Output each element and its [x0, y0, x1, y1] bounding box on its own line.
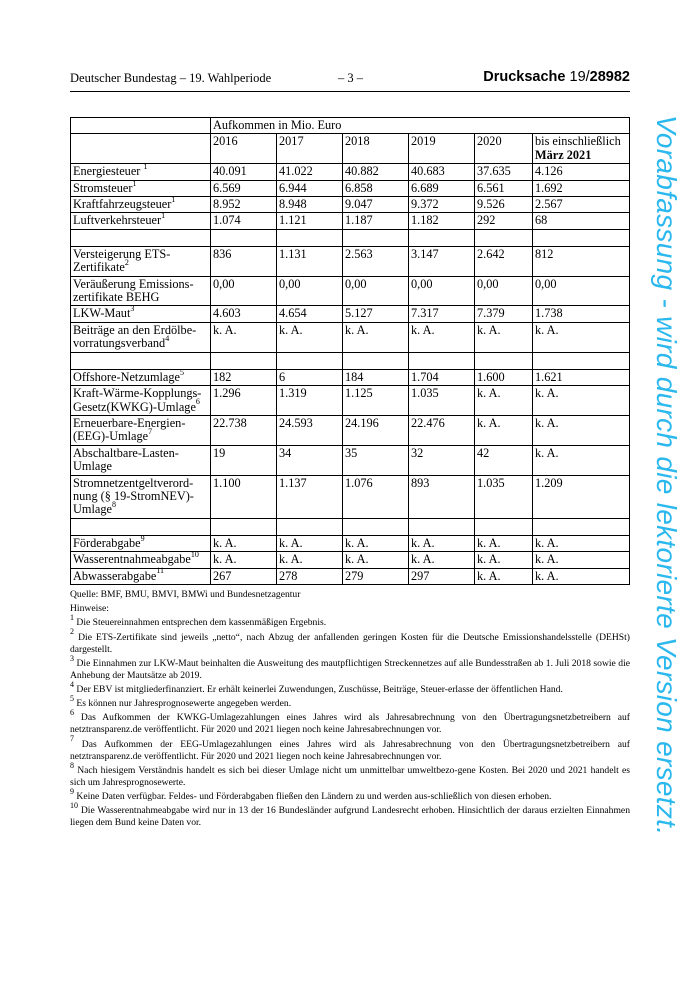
value-cell: 1.035	[409, 386, 475, 416]
table-row	[71, 276, 630, 306]
value-cell: 297	[409, 568, 475, 584]
table-row	[71, 445, 630, 475]
footnote	[70, 708, 630, 736]
value-cell: 292	[475, 213, 533, 229]
row-label	[71, 475, 211, 518]
value-cell: 182	[211, 369, 277, 385]
year-header: 2020	[475, 134, 533, 164]
row-label	[71, 306, 211, 322]
value-cell: 0,00	[277, 276, 343, 306]
footnote-text: Die ETS-Zertifikate sind jeweils „netto“, nach Abzug der anfallenden geringen Kosten für die Deutsche Emissionshandelsstelle (DEHSt) dargestellt.	[70, 631, 631, 655]
value-cell: k. A.	[533, 415, 630, 445]
row-label	[71, 445, 211, 475]
value-cell: k. A.	[475, 386, 533, 416]
value-cell: 8.952	[211, 197, 277, 213]
value-cell: k. A.	[533, 535, 630, 551]
footnote-text: Die Einnahmen zur LKW-Maut beinhalten die Ausweitung des mautpflichtigen Streckennetzes auf alle Bundesstraßen ab 1. Juli 2018 sowie die Anhebung der Mautsätze ab 2019.	[70, 657, 630, 681]
row-label-text: Energiesteuer	[73, 164, 144, 179]
revenue-table	[70, 117, 630, 585]
footnote-number: 9	[70, 786, 74, 796]
header-doc-prefix: 19/	[565, 69, 590, 85]
footnote-ref: 7	[148, 427, 153, 437]
footnote-list	[70, 613, 631, 829]
table-row	[71, 415, 630, 445]
spacer-cell	[475, 352, 533, 369]
value-cell: 40.683	[409, 164, 475, 180]
value-cell: 1.209	[533, 475, 630, 518]
value-cell: 812	[533, 246, 630, 276]
value-cell: k. A.	[211, 535, 277, 551]
value-cell: k. A.	[211, 552, 277, 568]
footnote	[70, 800, 630, 829]
header-empty-cell	[71, 118, 211, 134]
row-label	[71, 568, 211, 584]
footnote-ref: 1	[143, 162, 148, 172]
value-cell: 1.076	[343, 475, 409, 518]
year-header: 2017	[277, 134, 343, 164]
value-cell: 22.738	[211, 415, 277, 445]
spacer-row	[71, 229, 630, 246]
row-label	[71, 552, 211, 568]
row-label-text: Abschaltbare-Lasten-Umlage	[73, 445, 179, 474]
footnote-ref: 1	[171, 194, 176, 204]
value-cell: 6.944	[277, 180, 343, 196]
value-cell: 22.476	[409, 415, 475, 445]
value-cell: 1.074	[211, 213, 277, 229]
value-cell: 24.196	[343, 415, 409, 445]
spacer-cell	[343, 518, 409, 535]
footnote-text: Die Wasserentnahmeabgabe wird nur in 13 der 16 Bundesländer aufgrund Landesrecht erhoben. Hinsichtlich der daraus erzielten Einnahmen liegen dem Bund keine Daten vor.	[70, 805, 630, 829]
spacer-cell	[409, 518, 475, 535]
footnote-text: Keine Daten verfügbar. Feldes- und Förderabgaben fließen den Ländern zu und werden aus-schließlich von diesen erhoben.	[76, 790, 552, 802]
header-empty-cell	[71, 134, 211, 164]
value-cell: k. A.	[533, 552, 630, 568]
value-cell: k. A.	[475, 568, 533, 584]
value-cell: k. A.	[409, 552, 475, 568]
table-row	[71, 213, 630, 229]
value-cell: 1.182	[409, 213, 475, 229]
value-cell: k. A.	[533, 568, 630, 584]
value-cell: 35	[343, 445, 409, 475]
footnote-text: Der EBV ist mitgliederfinanziert. Er erhält keinerlei Zuwendungen, Zuschüsse, Beiträge, Steuer-erlasse der öffentlichen Hand.	[76, 683, 563, 695]
row-label-text: LKW-Maut	[73, 306, 131, 321]
value-cell: 1.704	[409, 369, 475, 385]
row-label-text: Kraftfahrzeugsteuer	[73, 197, 172, 212]
value-cell: 1.121	[277, 213, 343, 229]
table-row	[71, 306, 630, 322]
table-row	[71, 475, 630, 518]
value-cell: 893	[409, 475, 475, 518]
value-cell: k. A.	[475, 415, 533, 445]
value-cell: k. A.	[277, 535, 343, 551]
row-label-text: Offshore-Netzumlage	[73, 369, 180, 384]
footnote-ref: 11	[156, 566, 165, 576]
footnote-number: 4	[70, 679, 74, 689]
footnote-number: 2	[70, 627, 74, 637]
footnote-ref: 3	[130, 304, 135, 314]
spacer-cell	[475, 229, 533, 246]
footnotes-section	[70, 589, 630, 831]
group-header: Aufkommen in Mio. Euro	[211, 118, 630, 134]
value-cell: k. A.	[475, 535, 533, 551]
value-cell: 3.147	[409, 246, 475, 276]
spacer-row	[71, 352, 630, 369]
footnote-text: Das Aufkommen der KWKG-Umlagezahlungen eines Jahres wird als Jahresabrechnung von den Übertragungsnetzbetreibern auf netztransparenz.de veröffentlicht. Für 2020 und 2021 liegen noch keine Jahresabrechnungen vor.	[70, 712, 630, 736]
value-cell: 2.563	[343, 246, 409, 276]
spacer-cell	[211, 518, 277, 535]
footnote	[70, 679, 630, 696]
table-row	[71, 386, 630, 416]
value-cell: k. A.	[277, 552, 343, 568]
footnote	[70, 734, 630, 763]
value-cell: 8.948	[277, 197, 343, 213]
value-cell: 24.593	[277, 415, 343, 445]
table-row	[71, 322, 630, 352]
value-cell: k. A.	[475, 322, 533, 352]
value-cell: k. A.	[475, 552, 533, 568]
footnote	[70, 786, 630, 803]
footnote-ref: 8	[111, 500, 116, 510]
spacer-cell	[211, 352, 277, 369]
spacer-cell	[71, 352, 211, 369]
value-cell: 5.127	[343, 306, 409, 322]
last-period-header	[533, 134, 630, 164]
value-cell: 279	[343, 568, 409, 584]
last-period-label: bis einschließlich	[535, 134, 621, 149]
row-label	[71, 535, 211, 551]
value-cell: 2.642	[475, 246, 533, 276]
header-publication: Deutscher Bundestag – 19. Wahlperiode	[70, 71, 272, 85]
spacer-cell	[533, 229, 630, 246]
footnote-text: Nach hiesigem Verständnis handelt es sich bei dieser Umlage nicht um unmittelbar umweltbezo-gene Kosten. Bei 2020 und 2021 handelt es sich um Jahresprognosewerte.	[70, 764, 630, 788]
value-cell: 6.858	[343, 180, 409, 196]
value-cell: 267	[211, 568, 277, 584]
source-line: Quelle: BMF, BMU, BMVI, BMWi und Bundesnetzagentur	[70, 589, 301, 600]
row-label-text: Veräußerung Emissions-zertifikate BEHG	[73, 276, 194, 305]
year-header-row	[71, 134, 630, 164]
row-label-text: Stromnetzentgeltverord-nung (§ 19-StromNEV)-Umlage	[73, 475, 194, 517]
table-header-row	[71, 118, 630, 134]
spacer-cell	[277, 352, 343, 369]
row-label-text: Versteigerung ETS-Zertifikate	[73, 246, 171, 275]
footnote-text: Die Steuereinnahmen entsprechen dem kassenmäßigen Ergebnis.	[76, 617, 327, 629]
draft-watermark: Vorabfassung - wird durch die lektorierte Version ersetzt.	[651, 115, 682, 836]
value-cell: k. A.	[533, 445, 630, 475]
value-cell: 1.125	[343, 386, 409, 416]
value-cell: 1.035	[475, 475, 533, 518]
row-label	[71, 180, 211, 196]
last-period-month: März 2021	[535, 147, 592, 162]
footnote	[70, 693, 630, 710]
spacer-cell	[277, 518, 343, 535]
year-header: 2016	[211, 134, 277, 164]
footnote	[70, 653, 630, 682]
footnote-ref: 9	[140, 533, 145, 543]
row-label-text: Stromsteuer	[73, 180, 133, 195]
value-cell: 19	[211, 445, 277, 475]
row-label	[71, 194, 211, 213]
row-label	[71, 386, 211, 416]
value-cell: 0,00	[475, 276, 533, 306]
value-cell: 2.567	[533, 197, 630, 213]
spacer-cell	[211, 229, 277, 246]
footnote-number: 3	[70, 653, 74, 663]
table-row	[71, 164, 630, 180]
value-cell: 1.319	[277, 386, 343, 416]
footnote-text: Das Aufkommen der EEG-Umlagezahlungen eines Jahres wird als Jahresabrechnung von den Übertragungsnetzbetreibern auf netztransparenz.de veröffentlicht. Für 2020 und 2021 liegen noch keine Jahresabrechnungen vor.	[70, 738, 630, 762]
footnote-ref: 6	[195, 397, 200, 407]
value-cell: 836	[211, 246, 277, 276]
value-cell: 0,00	[409, 276, 475, 306]
table-row	[71, 180, 630, 196]
spacer-cell	[71, 229, 211, 246]
value-cell: 37.635	[475, 164, 533, 180]
value-cell: 32	[409, 445, 475, 475]
footnote-ref: 2	[124, 258, 129, 268]
value-cell: 1.600	[475, 369, 533, 385]
value-cell: 40.091	[211, 164, 277, 180]
spacer-cell	[475, 518, 533, 535]
value-cell: 0,00	[533, 276, 630, 306]
row-label	[71, 322, 211, 352]
value-cell: k. A.	[343, 552, 409, 568]
spacer-cell	[71, 518, 211, 535]
footnote-ref: 1	[161, 211, 166, 221]
value-cell: k. A.	[533, 386, 630, 416]
table-row	[71, 369, 630, 385]
value-cell: 9.047	[343, 197, 409, 213]
header-page-number: – 3 –	[338, 71, 363, 85]
spacer-cell	[343, 352, 409, 369]
header-document-id	[483, 69, 630, 85]
spacer-cell	[409, 229, 475, 246]
row-label-text: Wasserentnahmeabgabe	[73, 552, 191, 567]
table-row	[71, 552, 630, 568]
row-label-text: Beiträge an den Erdölbe-vorratungsverband	[73, 322, 197, 351]
row-label	[71, 164, 211, 180]
footnote-ref: 5	[180, 367, 184, 377]
value-cell: 40.882	[343, 164, 409, 180]
value-cell: 7.317	[409, 306, 475, 322]
spacer-cell	[343, 229, 409, 246]
table-row	[71, 246, 630, 276]
value-cell: 7.379	[475, 306, 533, 322]
value-cell: 42	[475, 445, 533, 475]
value-cell: 4.654	[277, 306, 343, 322]
table-row	[71, 568, 630, 584]
footnote-number: 6	[70, 708, 74, 718]
value-cell: k. A.	[277, 322, 343, 352]
value-cell: 1.187	[343, 213, 409, 229]
footnote	[70, 627, 631, 656]
value-cell: 34	[277, 445, 343, 475]
value-cell: 0,00	[343, 276, 409, 306]
row-label	[71, 246, 211, 276]
row-label-text: Erneuerbare-Energien-(EEG)-Umlage	[73, 415, 186, 444]
value-cell: 4.126	[533, 164, 630, 180]
value-cell: k. A.	[533, 322, 630, 352]
value-cell: 9.526	[475, 197, 533, 213]
value-cell: 6	[277, 369, 343, 385]
footnote-number: 5	[70, 693, 74, 703]
row-label	[71, 369, 211, 385]
header-rule	[70, 91, 630, 92]
footnote	[70, 760, 630, 789]
hint-label: Hinweise:	[70, 603, 109, 615]
footnote-number: 10	[70, 800, 78, 810]
footnote-ref: 10	[190, 550, 199, 560]
footnote-number: 8	[70, 760, 74, 770]
footnote-ref: 1	[132, 178, 137, 188]
footnote-number: 7	[70, 734, 74, 744]
value-cell: 1.738	[533, 306, 630, 322]
value-cell: 1.621	[533, 369, 630, 385]
table-row	[71, 197, 630, 213]
spacer-row	[71, 518, 630, 535]
spacer-cell	[277, 229, 343, 246]
year-header: 2019	[409, 134, 475, 164]
value-cell: k. A.	[409, 322, 475, 352]
footnote	[70, 613, 630, 629]
value-cell: 9.372	[409, 197, 475, 213]
row-label-text: Luftverkehrsteuer	[73, 213, 162, 228]
spacer-cell	[533, 352, 630, 369]
row-label-text: Kraft-Wärme-Kopplungs-Gesetz(KWKG)-Umlage	[73, 386, 202, 414]
value-cell: 68	[533, 213, 630, 229]
value-cell: 6.689	[409, 180, 475, 196]
header-doc-number: 28982	[589, 69, 630, 85]
footnote-ref: 4	[165, 334, 170, 344]
spacer-cell	[409, 352, 475, 369]
value-cell: 1.137	[277, 475, 343, 518]
value-cell: 0,00	[211, 276, 277, 306]
row-label	[71, 213, 211, 229]
row-label	[71, 415, 211, 445]
value-cell: 41.022	[277, 164, 343, 180]
value-cell: 278	[277, 568, 343, 584]
header-doc-type: Drucksache	[483, 69, 566, 85]
row-label-text: Abwasserabgabe	[73, 568, 157, 583]
row-label	[71, 276, 211, 306]
value-cell: 1.131	[277, 246, 343, 276]
value-cell: 1.296	[211, 386, 277, 416]
year-header: 2018	[343, 134, 409, 164]
value-cell: 6.569	[211, 180, 277, 196]
value-cell: k. A.	[211, 322, 277, 352]
page-header	[70, 71, 630, 91]
value-cell: 1.100	[211, 475, 277, 518]
value-cell: k. A.	[343, 322, 409, 352]
footnote-number: 1	[70, 613, 74, 623]
footnote-text: Es können nur Jahresprognosewerte angegeben werden.	[76, 698, 292, 710]
value-cell: 6.561	[475, 180, 533, 196]
table-row	[71, 535, 630, 551]
value-cell: k. A.	[343, 535, 409, 551]
value-cell: k. A.	[409, 535, 475, 551]
spacer-cell	[533, 518, 630, 535]
value-cell: 184	[343, 369, 409, 385]
value-cell: 4.603	[211, 306, 277, 322]
row-label-text: Förderabgabe	[73, 535, 141, 550]
value-cell: 1.692	[533, 180, 630, 196]
